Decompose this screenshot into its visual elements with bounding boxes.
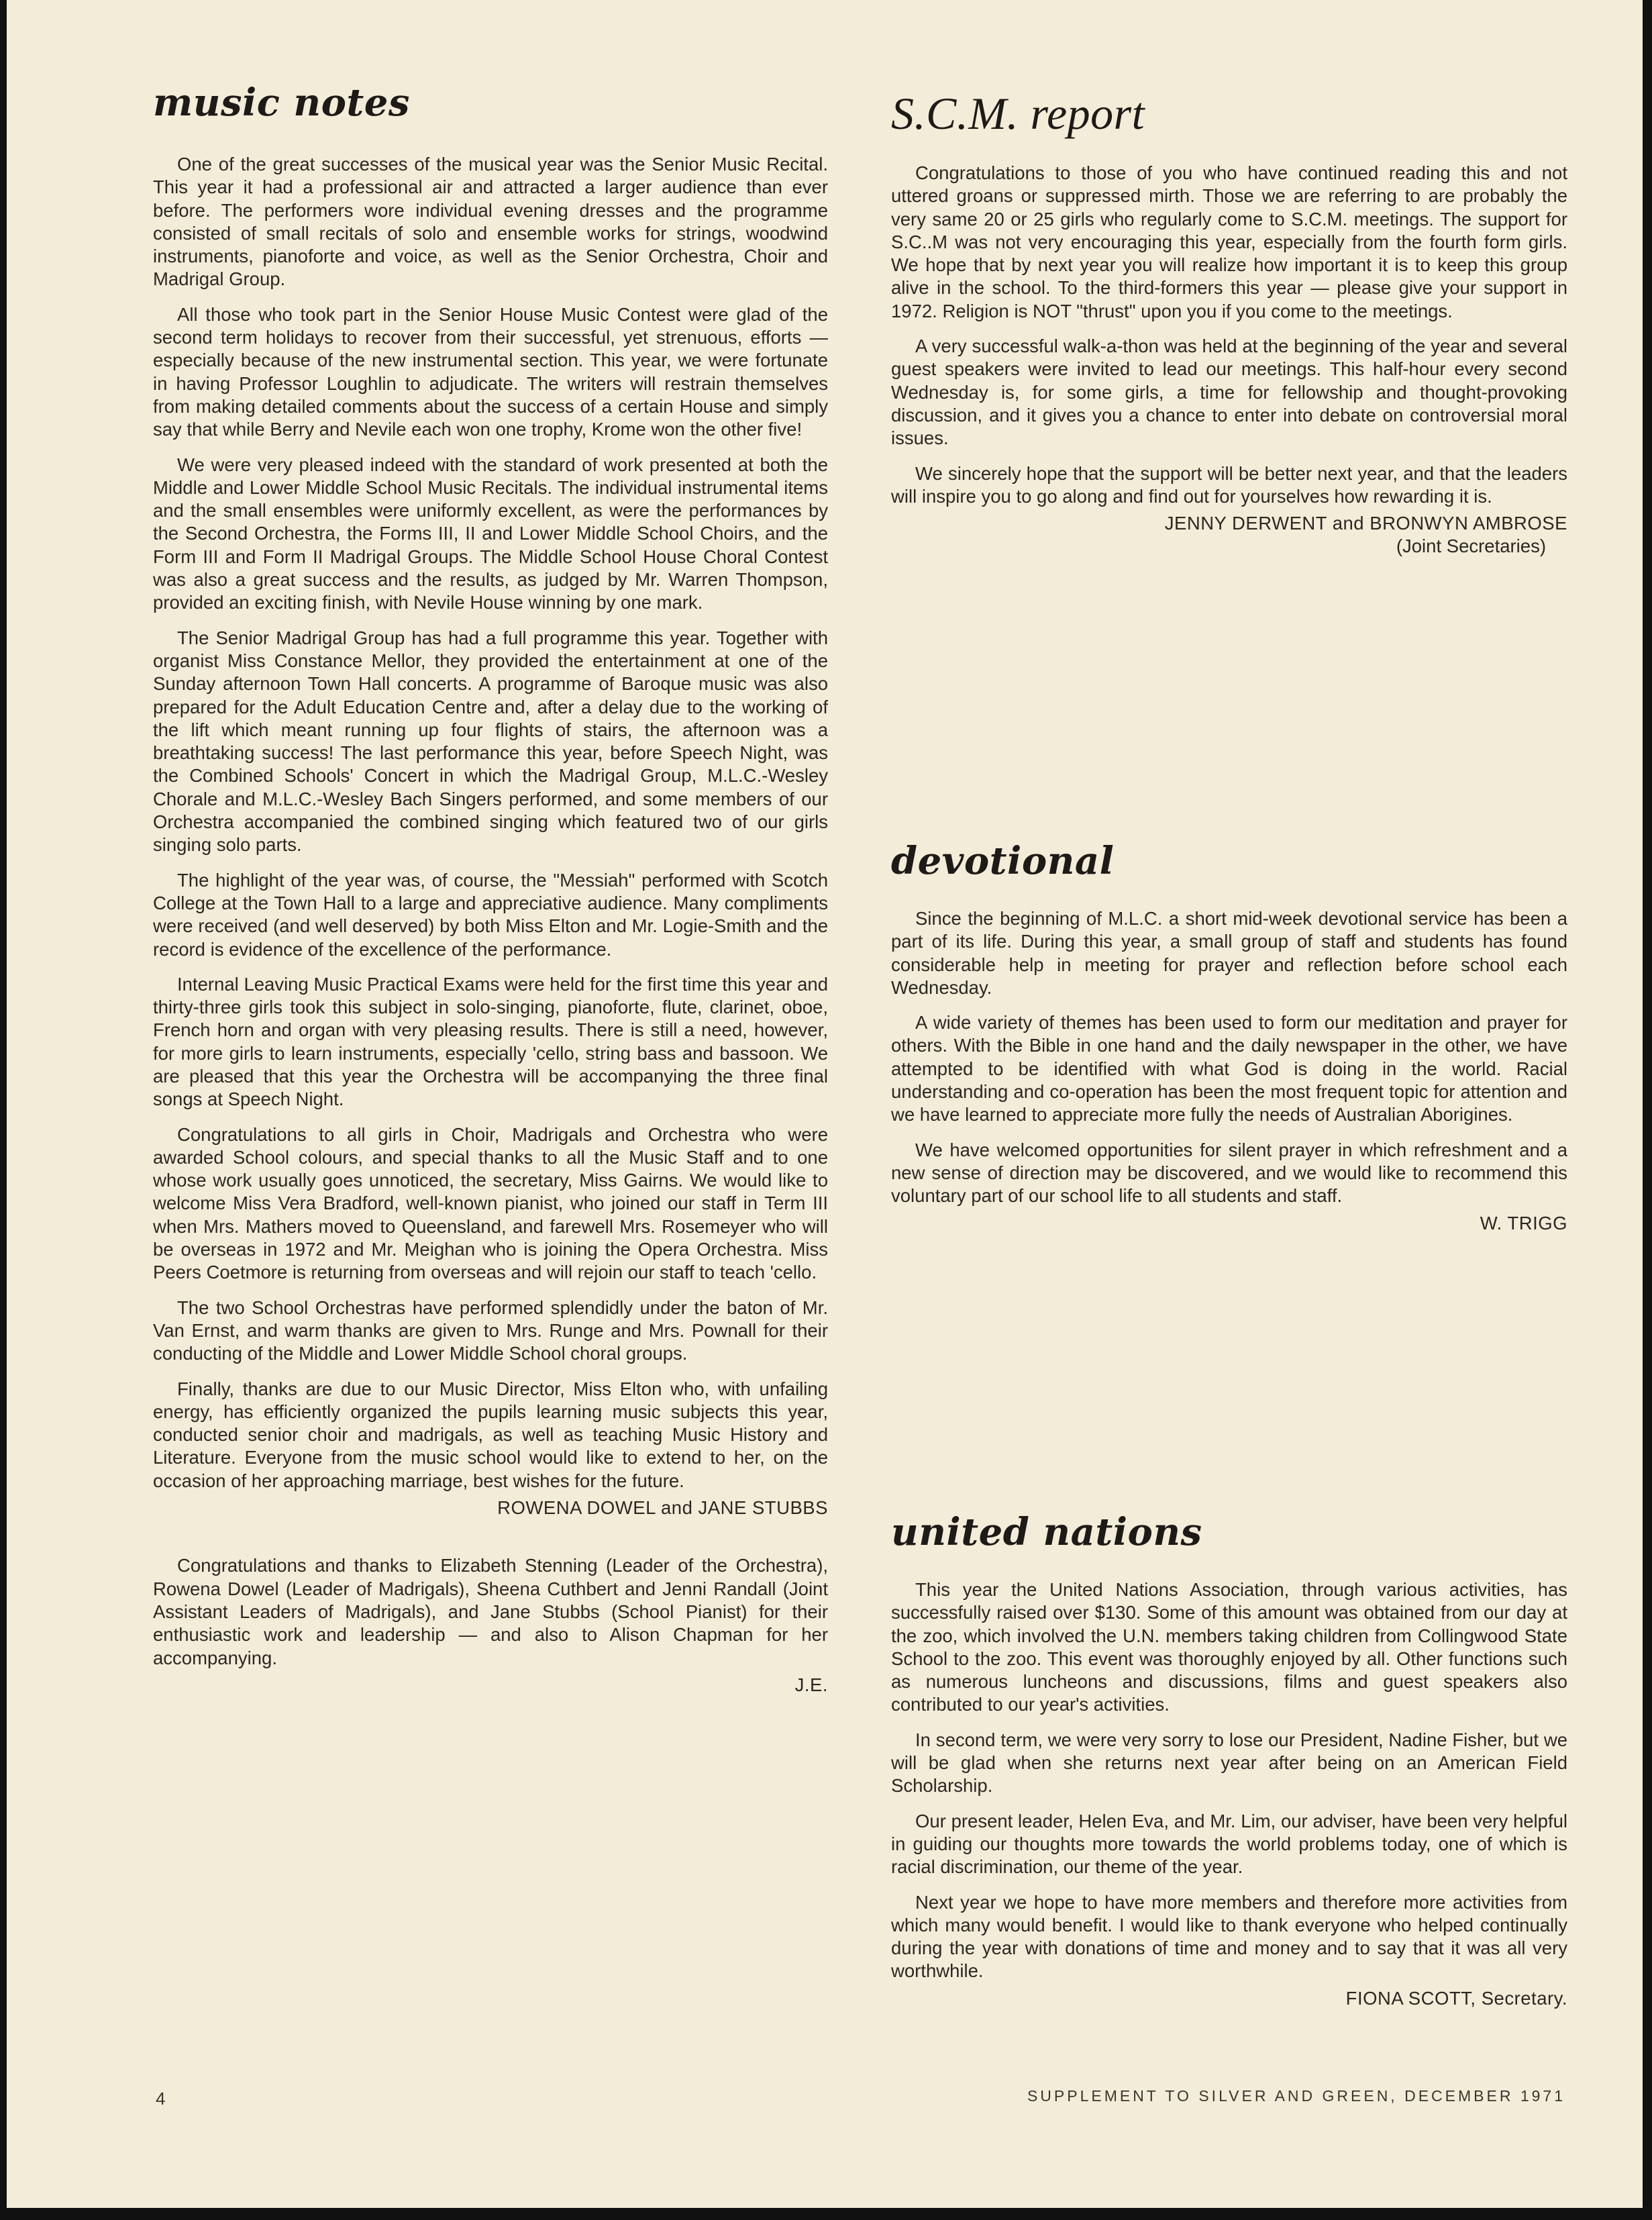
music-signature: ROWENA DOWEL and JANE STUBBS [497, 1497, 828, 1519]
music-thanks: Congratulations and thanks to Elizabeth Stenning (Leader of the Orchestra), Rowena Dowel (Leader of Madrigals), Sheena Cuthbert and Jenni Randall (Joint Assistant Leaders of Madrigals), and Jane Stubbs (School Pianist) for their enthusiastic work and leadership — and also to Alison Chapman for her accompanying. [153, 1555, 828, 1668]
music-paragraph: We were very pleased indeed with the standard of work presented at both the Middle and Lower Middle School Music Recitals. The individual instrumental items and the small ensembles were uniformly excellent, as were the performances by the Second Orchestra, the Forms III, II and Lower Middle School Choirs, and the Form III and Form II Madrigal Groups. The Middle School House Choral Contest was also a great success and the results, as judged by Mr. Warren Thompson, provided an exciting finish, with Nevile House winning by one mark. [153, 454, 828, 613]
un-paragraph: Our present leader, Helen Eva, and Mr. Lim, our adviser, have been very helpful in guiding our thoughts more towards the world problems today, one of which is racial discrimination, our theme of the year. [891, 1810, 1567, 1878]
scm-paragraph: A very successful walk-a-thon was held at the beginning of the year and several guest speakers were invited to lead our meetings. This half-hour every second Wednesday is, for some girls, a time for fellowship and thought-provoking discussion, and it gives you a chance to enter into debate on controversial moral issues. [891, 336, 1567, 449]
un-signature: FIONA SCOTT, Secretary. [1345, 1987, 1567, 2009]
music-thanks-signature: J.E. [794, 1674, 828, 1695]
page-number: 4 [156, 2088, 166, 2109]
scm-signature: JENNY DERWENT and BRONWYN AMBROSE [1164, 513, 1567, 534]
music-paragraph: Finally, thanks are due to our Music Director, Miss Elton who, with unfailing energy, has efficiently organized the pupils learning music subjects this year, conducted senior choir and madrigals, as well as teaching Music History and Literature. Everyone from the music school would like to extend to her, on the occasion of her approaching marriage, best wishes for the future. [153, 1378, 828, 1491]
publication-footer: SUPPLEMENT TO SILVER AND GREEN, DECEMBER 1971 [1027, 2087, 1565, 2105]
scm-report-title: S.C.M. report [891, 88, 1145, 139]
music-paragraph: The Senior Madrigal Group has had a full programme this year. Together with organist Miss Constance Mellor, they provided the entertainment at one of the Sunday afternoon Town Hall concerts. A programme of Baroque music was also prepared for the Adult Education Centre and, after a delay due to the working of the lift which meant running up four flights of stairs, the afternoon was a breathtaking success! The last performance this year, before Speech Night, was the Combined Schools' Concert in which the Madrigal Group, M.L.C.-Wesley Chorale and M.L.C.-Wesley Bach Singers performed, and some members of our Orchestra accompanied the combined singing which featured two of our girls singing solo parts. [153, 627, 828, 856]
devotional-paragraph: Since the beginning of M.L.C. a short mid-week devotional service has been a part of its life. During this year, a small group of staff and students has found considerable help in meeting for prayer and reflection before school each Wednesday. [891, 908, 1567, 998]
music-notes-title: music notes [153, 81, 410, 125]
scm-paragraph: We sincerely hope that the support will be better next year, and that the leaders will inspire you to go along and find out for yourselves how rewarding it is. [891, 462, 1567, 507]
united-nations-section [891, 1510, 1567, 2010]
document-page [7, 0, 1643, 2208]
music-paragraph: Congratulations to all girls in Choir, Madrigals and Orchestra who were awarded School colours, and special thanks to all the Music Staff and to one whose work usually goes unnoticed, the secretary, Miss Gairns. We would like to welcome Miss Vera Bradford, well-known pianist, who joined our staff in Term III when Mrs. Mathers moved to Queensland, and farewell Mrs. Rosemeyer who will be overseas in 1972 and Mr. Meighan who is joining the Opera Orchestra. Miss Peers Coetmore is returning from overseas and will rejoin our staff to teach 'cello. [153, 1123, 828, 1283]
music-paragraph: Internal Leaving Music Practical Exams were held for the first time this year and thirty-three girls took this subject in solo-singing, pianoforte, flute, clarinet, oboe, French horn and organ with very pleasing results. There is still a need, however, for more girls to learn instruments, especially 'cello, string bass and bassoon. We are pleased that this year the Orchestra will be accompanying the three final songs at Speech Night. [153, 973, 828, 1110]
devotional-signature: W. TRIGG [1480, 1212, 1567, 1233]
devotional-title: devotional [891, 839, 1115, 883]
music-notes-section [153, 81, 828, 1697]
devotional-section [891, 839, 1567, 1235]
devotional-paragraph: A wide variety of themes has been used to form our meditation and prayer for others. With the Bible in one hand and the daily newspaper in the other, we have attempted to be identified with what God is doing in the world. Racial understanding and co-operation has been the most frequent topic for attention and we have learned to appreciate more fully the needs of Australian Aborigines. [891, 1012, 1567, 1125]
music-paragraph: The two School Orchestras have performed splendidly under the baton of Mr. Van Ernst, and warm thanks are given to Mrs. Runge and Mrs. Pownall for their conducting of the Middle and Lower Middle School choral groups. [153, 1297, 828, 1364]
scm-paragraph: Congratulations to those of you who have continued reading this and not uttered groans or suppressed mirth. Those we are referring to are probably the very same 20 or 25 girls who regularly come to S.C.M. meetings. The support for S.C..M was not very encouraging this year, especially from the fourth form girls. We hope that by next year you will realize how important it is to keep this group alive in the school. To the third-formers this year — please give your support in 1972. Religion is NOT "thrust" upon you if you come to the meetings. [891, 162, 1567, 321]
scm-signature-subtitle: (Joint Secretaries) [1396, 536, 1546, 557]
music-paragraph: All those who took part in the Senior House Music Contest were glad of the second term holidays to recover from their successful, yet strenuous, efforts — especially because of the new instrumental section. This year, we were fortunate in having Professor Loughlin to adjudicate. The writers will restrain themselves from making detailed comments about the success of a certain House and simply say that while Berry and Nevile each won one trophy, Krome won the other five! [153, 303, 828, 440]
un-paragraph: In second term, we were very sorry to lose our President, Nadine Fisher, but we will be glad when she returns next year after being on an American Field Scholarship. [891, 1729, 1567, 1797]
un-paragraph: Next year we hope to have more members and therefore more activities from which many would benefit. I would like to thank everyone who helped continually during the year with donations of time and money and to say that it was all very worthwhile. [891, 1891, 1567, 1982]
united-nations-title: united nations [891, 1510, 1202, 1554]
devotional-paragraph: We have welcomed opportunities for silent prayer in which refreshment and a new sense of direction may be discovered, and we would like to recommend this voluntary part of our school life to all students and staff. [891, 1139, 1567, 1207]
scm-report-section [891, 87, 1567, 558]
music-paragraph: One of the great successes of the musical year was the Senior Music Recital. This year it had a professional air and attracted a larger audience than ever before. The performers wore individual evening dresses and the programme consisted of small recitals of solo and ensemble works for strings, woodwind instruments, pianoforte and voice, as well as the Senior Orchestra, Choir and Madrigal Group. [153, 154, 828, 290]
music-paragraph: The highlight of the year was, of course, the "Messiah" performed with Scotch College at the Town Hall to a large and appreciative audience. Many compliments were received (and well deserved) by both Miss Elton and Mr. Logie-Smith and the record is evidence of the excellence of the performance. [153, 869, 828, 960]
un-paragraph: This year the United Nations Association, through various activities, has successfully raised over $130. Some of this amount was obtained from our day at the zoo, which involved the U.N. members taking children from Collingwood State School to the zoo. This event was thoroughly enjoyed by all. Other functions such as numerous luncheons and discussions, films and guest speakers also contributed to our year's activities. [891, 1579, 1567, 1715]
